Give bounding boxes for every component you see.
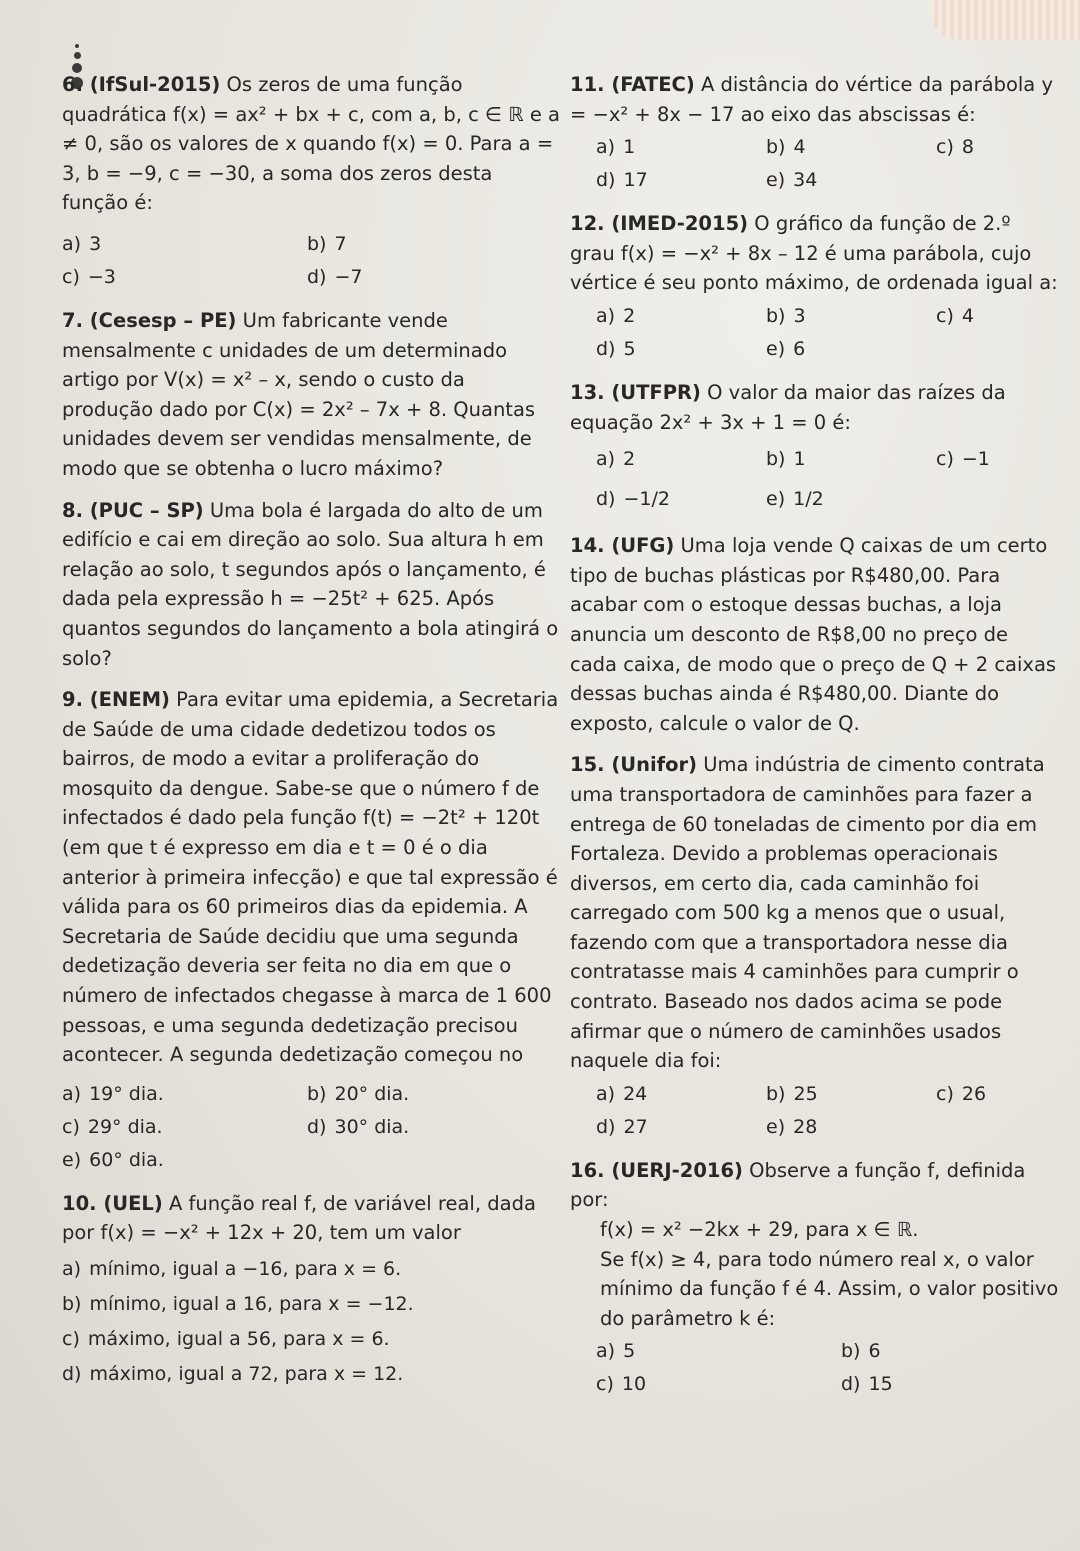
option-c[interactable]: c) 4 — [936, 304, 974, 327]
question-10 — [62, 1189, 552, 1392]
option-b[interactable]: b) 25 — [766, 1082, 818, 1105]
option-c[interactable]: c) −3 — [62, 265, 116, 288]
options — [570, 131, 1060, 197]
option-e[interactable]: e) 60° dia. — [62, 1148, 164, 1171]
options — [570, 300, 1060, 366]
option-e[interactable]: e) 34 — [766, 169, 818, 192]
question-header: 14. (UFG) — [570, 534, 675, 558]
option-d[interactable]: d) 5 — [596, 337, 636, 360]
option-b[interactable]: b) 6 — [841, 1340, 881, 1363]
option-c[interactable]: c) 10 — [596, 1373, 647, 1396]
options — [570, 439, 1060, 519]
option-b[interactable]: b) 3 — [766, 304, 806, 327]
question-13 — [570, 378, 1060, 519]
option-e[interactable]: e) 28 — [766, 1115, 818, 1138]
question-header: 16. (UERJ-2016) — [570, 1158, 743, 1182]
question-text: O valor da maior das raízes da equação 2x² + 3x + 1 = 0 é: — [570, 380, 1006, 434]
question-8 — [62, 496, 562, 674]
question-16 — [570, 1156, 1060, 1402]
question-header: 11. (FATEC) — [570, 73, 695, 96]
question-header: 9. (ENEM) — [62, 688, 170, 712]
option-e[interactable]: e) 1/2 — [766, 488, 824, 511]
option-a[interactable]: a) 1 — [596, 136, 636, 159]
question-header: 10. (UEL) — [62, 1191, 163, 1215]
option-a[interactable]: a) 2 — [596, 448, 636, 471]
question-header: 7. (Cesesp – PE) — [62, 308, 237, 332]
question-text: Observe a função f, definida por: — [570, 1158, 1026, 1212]
option-c[interactable]: c) 26 — [936, 1082, 987, 1105]
question-text: Uma bola é largada do alto de um edifício e cai em direção ao solo. Sua altura h em relação ao solo, t segundos após o lançamento, é dada pela expressão h = −25t² + 625. Após quantos segundos do lançamento a bola atingirá o solo? — [62, 498, 559, 670]
question-text: Para evitar uma epidemia, a Secretaria de Saúde de uma cidade dedetizou todos os bairros, de modo a evitar a proliferação do mosquito da dengue. Sabe-se que o número f de infectados é dado pela função f(t) = −2t² + 120t (em que t é expresso em dia e t = 0 é o dia anterior à primeira infecção) e que tal expressão é válida para os 60 primeiros dias da epidemia. A Secretaria de Saúde decidiu que uma segunda dedetização deveria ser feita no dia em que o número de infectados chegasse à marca de 1 600 pessoas, e uma segunda dedetização precisou acontecer. A segunda dedetização começou no — [62, 688, 559, 1067]
question-9 — [62, 685, 562, 1177]
question-formula: f(x) = x² −2kx + 29, para x ∈ ℝ. — [600, 1218, 919, 1242]
question-14 — [570, 531, 1060, 738]
question-text: A distância do vértice da parábola y = −x² + 8x − 17 ao eixo das abscissas é: — [570, 73, 1053, 126]
options — [62, 1078, 562, 1177]
question-text: Um fabricante vende mensalmente c unidades de um determinado artigo por V(x) = x² – x, sendo o custo da produção dado por C(x) = 2x² – 7x + 8. Quantas unidades devem ser vendidas mensalmente, de modo que se obtenha o lucro máximo? — [62, 308, 536, 480]
option-d[interactable]: d) 27 — [596, 1115, 648, 1138]
options — [62, 1252, 552, 1392]
option-a[interactable]: a) 19° dia. — [62, 1082, 164, 1105]
options — [570, 1078, 1060, 1144]
options — [62, 228, 562, 294]
option-e[interactable]: e) 6 — [766, 337, 806, 360]
question-15 — [570, 750, 1060, 1144]
option-d[interactable]: d) 15 — [841, 1373, 893, 1396]
question-header: 12. (IMED-2015) — [570, 212, 749, 236]
question-11 — [570, 70, 1060, 197]
option-b[interactable]: b) 7 — [307, 232, 347, 255]
option-b[interactable]: b) mínimo, igual a 16, para x = −12. — [62, 1293, 414, 1315]
left-column — [62, 70, 562, 1404]
question-12 — [570, 209, 1060, 366]
question-text-continued: Se f(x) ≥ 4, para todo número real x, o valor mínimo da função f é 4. Assim, o valor positivo do parâmetro k é: — [600, 1247, 1059, 1330]
option-d[interactable]: d) −1/2 — [596, 488, 670, 511]
option-a[interactable]: a) 2 — [596, 304, 636, 327]
options — [570, 1335, 1060, 1401]
option-c[interactable]: c) 8 — [936, 136, 974, 159]
question-header: 15. (Unifor) — [570, 753, 698, 777]
question-header: 6. (IfSul-2015) — [62, 73, 221, 96]
option-a[interactable]: a) mínimo, igual a −16, para x = 6. — [62, 1258, 402, 1280]
option-a[interactable]: a) 5 — [596, 1340, 636, 1363]
question-text: Uma indústria de cimento contrata uma transportadora de caminhões para fazer a entrega de 60 toneladas de cimento por dia em Fortaleza. Devido a problemas operacionais diversos, em certo dia, cada caminhão foi carregado com 500 kg a menos que o usual, fazendo com que a transportadora nesse dia contratasse mais 4 caminhões para cumprir o contrato. Baseado nos dados acima se pode afirmar que o número de caminhões usados naquele dia foi: — [570, 753, 1045, 1073]
option-b[interactable]: b) 20° dia. — [307, 1082, 410, 1105]
option-d[interactable]: d) −7 — [307, 265, 363, 288]
option-a[interactable]: a) 3 — [62, 232, 102, 255]
option-a[interactable]: a) 24 — [596, 1082, 648, 1105]
question-header: 13. (UTFPR) — [570, 380, 701, 404]
option-b[interactable]: b) 4 — [766, 136, 806, 159]
question-6 — [62, 70, 562, 294]
question-text: Uma loja vende Q caixas de um certo tipo de buchas plásticas por R$480,00. Para acabar com o estoque dessas buchas, a loja anuncia um desconto de R$8,00 no preço de cada caixa, de modo que o preço de Q + 2 caixas dessas buchas ainda é R$480,00. Diante do exposto, calcule o valor de Q. — [570, 534, 1057, 735]
option-c[interactable]: c) 29° dia. — [62, 1115, 163, 1138]
decorative-banner — [930, 0, 1080, 40]
question-header: 8. (PUC – SP) — [62, 498, 204, 522]
option-d[interactable]: d) máximo, igual a 72, para x = 12. — [62, 1363, 404, 1385]
question-7 — [62, 306, 562, 484]
question-text: Os zeros de uma função quadrática f(x) = ax² + bx + c, com a, b, c ∈ ℝ e a ≠ 0, são os valores de x quando f(x) = 0. Para a = 3, b = −9, c = −30, a soma dos zeros desta função é: — [62, 73, 560, 215]
option-c[interactable]: c) máximo, igual a 56, para x = 6. — [62, 1328, 390, 1350]
option-d[interactable]: d) 17 — [596, 169, 648, 192]
question-text: O gráfico da função de 2.º grau f(x) = −x² + 8x – 12 é uma parábola, cujo vértice é seu ponto máximo, de ordenada igual a: — [570, 212, 1058, 295]
option-b[interactable]: b) 1 — [766, 448, 806, 471]
option-c[interactable]: c) −1 — [936, 448, 990, 471]
option-d[interactable]: d) 30° dia. — [307, 1115, 410, 1138]
right-column — [570, 70, 1060, 1413]
question-text: A função real f, de variável real, dada por f(x) = −x² + 12x + 20, tem um valor — [62, 1191, 536, 1245]
